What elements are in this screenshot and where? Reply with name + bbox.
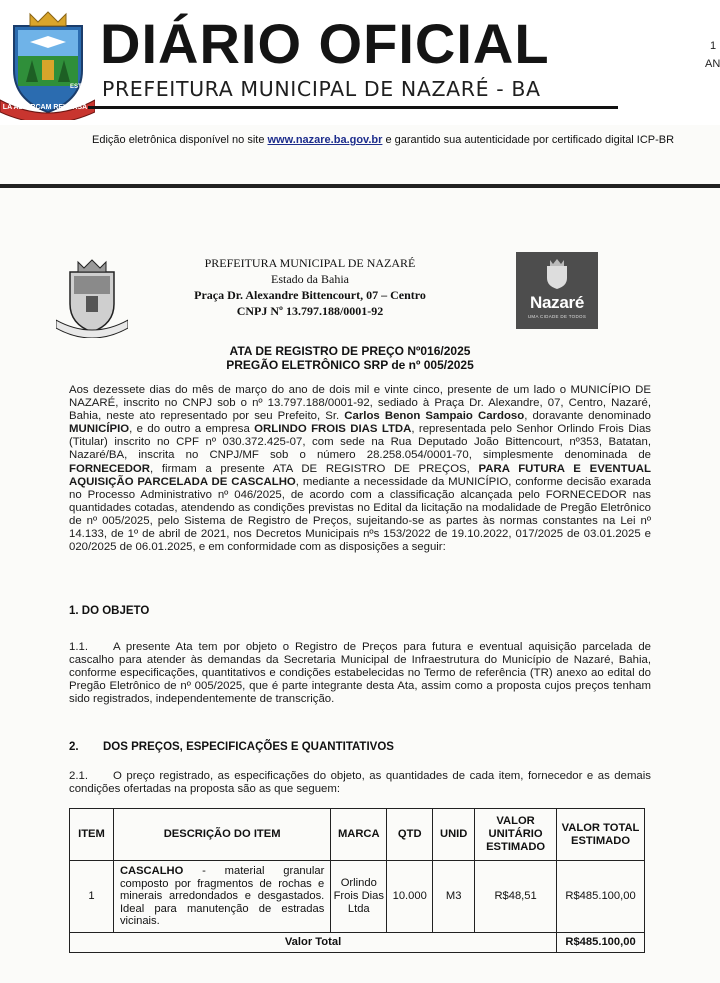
letterhead-text (170, 255, 450, 319)
letterhead-prefeitura: PREFEITURA MUNICIPAL DE NAZARÉ (204, 256, 416, 270)
table-row (70, 861, 645, 933)
edition-suffix: e garantido sua autenticidade por certificado digital ICP-BR (382, 134, 675, 146)
header-marca: MARCA (331, 809, 387, 861)
cell-valor-unitario: R$48,51 (475, 861, 557, 933)
intro-paragraph (69, 384, 651, 554)
table-total-row (70, 933, 645, 953)
cell-descricao-label: CASCALHO (119, 865, 184, 878)
cell-descricao-text: - material granular composto por fragmentos de rochas e minerais arredondados e desgastados. Ideal para manutenção de estradas vicinais. (119, 865, 325, 928)
intro-text-c: , e do outro a empresa (129, 423, 255, 436)
publication-subtitle: PREFEITURA MUNICIPAL DE NAZARÉ - BA (102, 77, 541, 101)
header-qtd: QTD (387, 809, 433, 861)
document-title-line1: ATA DE REGISTRO DE PREÇO Nº016/2025 (229, 344, 471, 358)
intro-text-a: Aos dezessete dias do mês de março do ano de dois mil e vinte cinco, presente de um lado o MUNICÍPIO DE NAZARÉ, inscrito no CNPJ sob o nº 13.797.188/0001-92, sediado à Praça Dr. Alexandre, 07, Centro, Nazaré, Bahia, neste ato representado por seu Prefeito, Sr. (69, 384, 651, 423)
intro-text-b: , doravante denominado (524, 410, 651, 423)
logo-emblem-icon (544, 258, 570, 290)
intro-text-f: , mediante a necessidade da MUNICÍPIO, conforme decisão exarada no Processo Administrativo nº 046/2025, de acordo com a classificação alcançada pelo FORNECEDOR nas quantidades cotadas, atendendo as condições previstas no Edital da licitação na modalidade de Pregão Eletrônico de nº 005/2025, pelo Sistema de Registro de Preços, sujeitando-se as partes às normas constantes na Lei nº 14.133, de 1º de abril de 2021, nos Decretos Municipais nºs 153/2022 de 19.10.2022, 017/2025 de 03.01.2025 e 020/2025 de 06.01.2025, e em conformidade com as disposições a seguir: (69, 475, 651, 554)
clause-1-1 (69, 641, 651, 706)
intro-mayor-name: Carlos Benon Sampaio Cardoso (344, 410, 525, 423)
intro-text-d: , representada pelo Senhor Orlindo Frois Dias (Titular) inscrito no CPF nº 030.372.425-07, com sede na Rua Deputado João Bittencourt, nº353, Batatan, Nazaré/BA, inscrita no CNPJ/MF sob o número 28.258.054/0001-70, simplesmente denominada de (69, 423, 651, 462)
section-heading-precos (69, 741, 394, 753)
section-2-title: DOS PREÇOS, ESPECIFICAÇÕES E QUANTITATIVOS (103, 741, 394, 753)
intro-text-e: , firmam a presente ATA DE REGISTRO DE PREÇOS, (150, 462, 479, 475)
title-underline (88, 106, 618, 109)
table-header-row (70, 809, 645, 861)
document-title (180, 344, 520, 372)
clause-2-1-text: O preço registrado, as especificações do objeto, as quantidades de cada item, fornecedor e as demais condições ofertadas na proposta são as que seguem: (69, 770, 651, 796)
document-title-line2: PREGÃO ELETRÔNICO SRP de nº 005/2025 (226, 358, 474, 372)
letterhead-estado: Estado da Bahia (271, 272, 349, 286)
intro-company-name: ORLINDO FROIS DIAS LTDA (254, 423, 412, 436)
edition-notice (92, 134, 674, 146)
nazare-logo (516, 252, 598, 329)
cell-item: 1 (70, 861, 114, 933)
publication-title: DIÁRIO OFICIAL (100, 12, 550, 75)
header-valor-unitario: VALOR UNITÁRIO ESTIMADO (475, 809, 557, 861)
section-heading-objeto: 1. DO OBJETO (69, 605, 150, 617)
clause-2-1 (69, 770, 651, 796)
price-table (69, 808, 645, 953)
logo-wordmark: Nazaré (530, 293, 584, 312)
clause-1-1-number: 1.1. (69, 641, 88, 653)
cell-descricao (113, 861, 330, 933)
header-valor-total: VALOR TOTAL ESTIMADO (557, 809, 645, 861)
header-unid: UNID (433, 809, 475, 861)
crest-banner-text: LA AD ARCAM REVERSA (2, 104, 88, 111)
page-corner-number: 1 (710, 40, 717, 52)
intro-fornecedor: FORNECEDOR (69, 462, 151, 475)
cell-qtd: 10.000 (387, 861, 433, 933)
website-link[interactable]: www.nazare.ba.gov.br (267, 134, 383, 146)
header-descricao: DESCRIÇÃO DO ITEM (113, 809, 330, 861)
logo-tagline: UMA CIDADE DE TODOS (527, 314, 587, 319)
cell-valor-total: R$485.100,00 (557, 861, 645, 933)
page-corner-label: AN (705, 58, 720, 70)
edition-prefix: Edição eletrônica disponível no site (92, 134, 268, 146)
masthead (0, 0, 720, 125)
cell-marca: Orlindo Frois Dias Ltda (331, 861, 387, 933)
crest-banner-small: EST (70, 84, 82, 90)
header-divider (0, 184, 720, 188)
city-seal-icon (56, 258, 128, 338)
letterhead-cnpj: CNPJ Nº 13.797.188/0001-92 (236, 304, 384, 318)
intro-object: PARA FUTURA E EVENTUAL AQUISIÇÃO PARCELADA DE CASCALHO (69, 462, 651, 488)
clause-2-1-number: 2.1. (69, 770, 88, 782)
header-item: ITEM (70, 809, 114, 861)
letterhead-address: Praça Dr. Alexandre Bittencourt, 07 – Centro (194, 288, 426, 302)
total-label: Valor Total (70, 933, 557, 953)
intro-municipio: MUNICÍPIO (69, 423, 130, 436)
cell-unid: M3 (433, 861, 475, 933)
clause-1-1-text: A presente Ata tem por objeto o Registro de Preços para futura e eventual aquisição parcelada de cascalho para atender às demandas da Secretaria Municipal de Infraestrutura do Município de Nazaré, Bahia, conforme especificações, quantitativos e condições estabelecidas no Termo de referência (TR) anexo ao edital do Pregão Eletrônico de nº 005/2025, que é parte integrante desta Ata, assim como a proposta cujos preços tenham sido registrados, independentemente de transcrição. (69, 641, 651, 706)
section-2-number: 2. (69, 741, 79, 753)
total-value: R$485.100,00 (557, 933, 645, 953)
